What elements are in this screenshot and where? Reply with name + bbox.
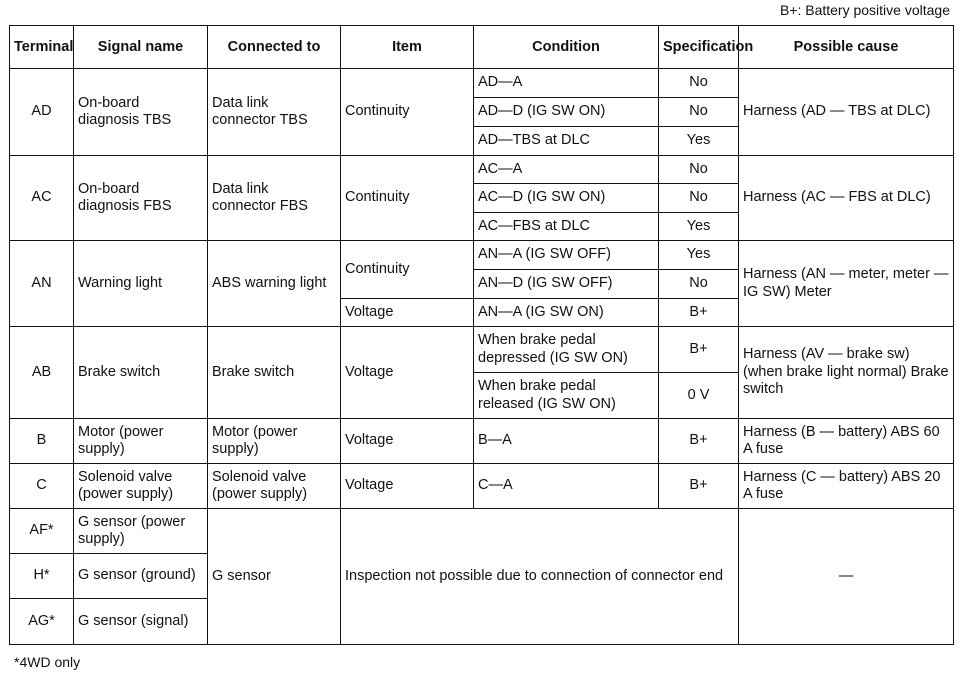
- signal-name-cell: Solenoid valve (power supply): [74, 464, 208, 509]
- spec-cell: No: [659, 98, 739, 127]
- spec-cell: Yes: [659, 241, 739, 270]
- item-cell: Voltage: [341, 327, 474, 419]
- condition-cell: When brake pedal released (IG SW ON): [474, 373, 659, 419]
- spec-cell: No: [659, 270, 739, 299]
- header-condition: Condition: [474, 26, 659, 69]
- condition-cell: AC—A: [474, 156, 659, 184]
- possible-cause-cell: Harness (C — battery) ABS 20 A fuse: [739, 464, 954, 509]
- spec-cell: No: [659, 69, 739, 98]
- terminal-cell: AN: [10, 241, 74, 327]
- condition-cell: C—A: [474, 464, 659, 509]
- spec-cell: B+: [659, 419, 739, 464]
- condition-cell: When brake pedal depressed (IG SW ON): [474, 327, 659, 373]
- terminal-cell: AF*: [10, 509, 74, 554]
- spec-cell: B+: [659, 299, 739, 327]
- condition-cell: AN—A (IG SW OFF): [474, 241, 659, 270]
- condition-cell: AN—A (IG SW ON): [474, 299, 659, 327]
- table-row: [10, 464, 954, 509]
- possible-cause-cell: Harness (AD — TBS at DLC): [739, 69, 954, 156]
- signal-name-cell: On-board diagnosis FBS: [74, 156, 208, 241]
- condition-cell: AD—A: [474, 69, 659, 98]
- battery-voltage-note: B+: Battery positive voltage: [779, 2, 950, 18]
- item-cell: Voltage: [341, 419, 474, 464]
- table-row: [10, 419, 954, 464]
- spec-cell: No: [659, 156, 739, 184]
- table-row: [10, 241, 954, 270]
- terminal-diagnosis-table: [9, 25, 954, 645]
- possible-cause-cell: Harness (B — battery) ABS 60 A fuse: [739, 419, 954, 464]
- header-row: [10, 26, 954, 69]
- signal-name-cell: G sensor (signal): [74, 599, 208, 645]
- header-connected-to: Connected to: [208, 26, 341, 69]
- signal-name-cell: Warning light: [74, 241, 208, 327]
- condition-cell: AN—D (IG SW OFF): [474, 270, 659, 299]
- possible-cause-cell: Harness (AN — meter, meter — IG SW) Meter: [739, 241, 954, 327]
- spec-cell: Yes: [659, 213, 739, 241]
- terminal-cell: C: [10, 464, 74, 509]
- terminal-cell: AB: [10, 327, 74, 419]
- signal-name-cell: On-board diagnosis TBS: [74, 69, 208, 156]
- possible-cause-cell: Harness (AC — FBS at DLC): [739, 156, 954, 241]
- header-signal-name: Signal name: [74, 26, 208, 69]
- terminal-cell: B: [10, 419, 74, 464]
- connected-to-cell: ABS warning light: [208, 241, 341, 327]
- connected-to-cell: Data link connector TBS: [208, 69, 341, 156]
- connected-to-cell: Solenoid valve (power supply): [208, 464, 341, 509]
- signal-name-cell: Motor (power supply): [74, 419, 208, 464]
- signal-name-cell: G sensor (power supply): [74, 509, 208, 554]
- header-item: Item: [341, 26, 474, 69]
- condition-cell: AC—D (IG SW ON): [474, 184, 659, 213]
- connected-to-cell: G sensor: [208, 509, 341, 645]
- terminal-cell: AG*: [10, 599, 74, 645]
- signal-name-cell: G sensor (ground): [74, 554, 208, 599]
- header-terminal: Terminal: [10, 26, 74, 69]
- signal-name-cell: Brake switch: [74, 327, 208, 419]
- condition-cell: B—A: [474, 419, 659, 464]
- connected-to-cell: Data link connector FBS: [208, 156, 341, 241]
- table-row: [10, 509, 954, 554]
- header-possible-cause: Possible cause: [739, 26, 954, 69]
- terminal-cell: AD: [10, 69, 74, 156]
- condition-cell: AD—TBS at DLC: [474, 127, 659, 156]
- terminal-cell: H*: [10, 554, 74, 599]
- item-cell: Continuity: [341, 241, 474, 299]
- spec-cell: B+: [659, 327, 739, 373]
- spec-cell: Yes: [659, 127, 739, 156]
- table-row: [10, 327, 954, 373]
- item-cell: Voltage: [341, 464, 474, 509]
- connected-to-cell: Motor (power supply): [208, 419, 341, 464]
- possible-cause-cell: —: [739, 509, 954, 645]
- footnote: *4WD only: [14, 654, 81, 670]
- condition-cell: AD—D (IG SW ON): [474, 98, 659, 127]
- spec-cell: B+: [659, 464, 739, 509]
- inspection-note-cell: Inspection not possible due to connection of connector end: [341, 509, 739, 645]
- item-cell: Continuity: [341, 69, 474, 156]
- header-specification: Specification: [659, 26, 739, 69]
- terminal-cell: AC: [10, 156, 74, 241]
- spec-cell: No: [659, 184, 739, 213]
- condition-cell: AC—FBS at DLC: [474, 213, 659, 241]
- item-cell: Continuity: [341, 156, 474, 241]
- item-cell: Voltage: [341, 299, 474, 327]
- connected-to-cell: Brake switch: [208, 327, 341, 419]
- table-row: [10, 69, 954, 98]
- possible-cause-cell: Harness (AV — brake sw) (when brake light normal) Brake switch: [739, 327, 954, 419]
- table-row: [10, 156, 954, 184]
- spec-cell: 0 V: [659, 373, 739, 419]
